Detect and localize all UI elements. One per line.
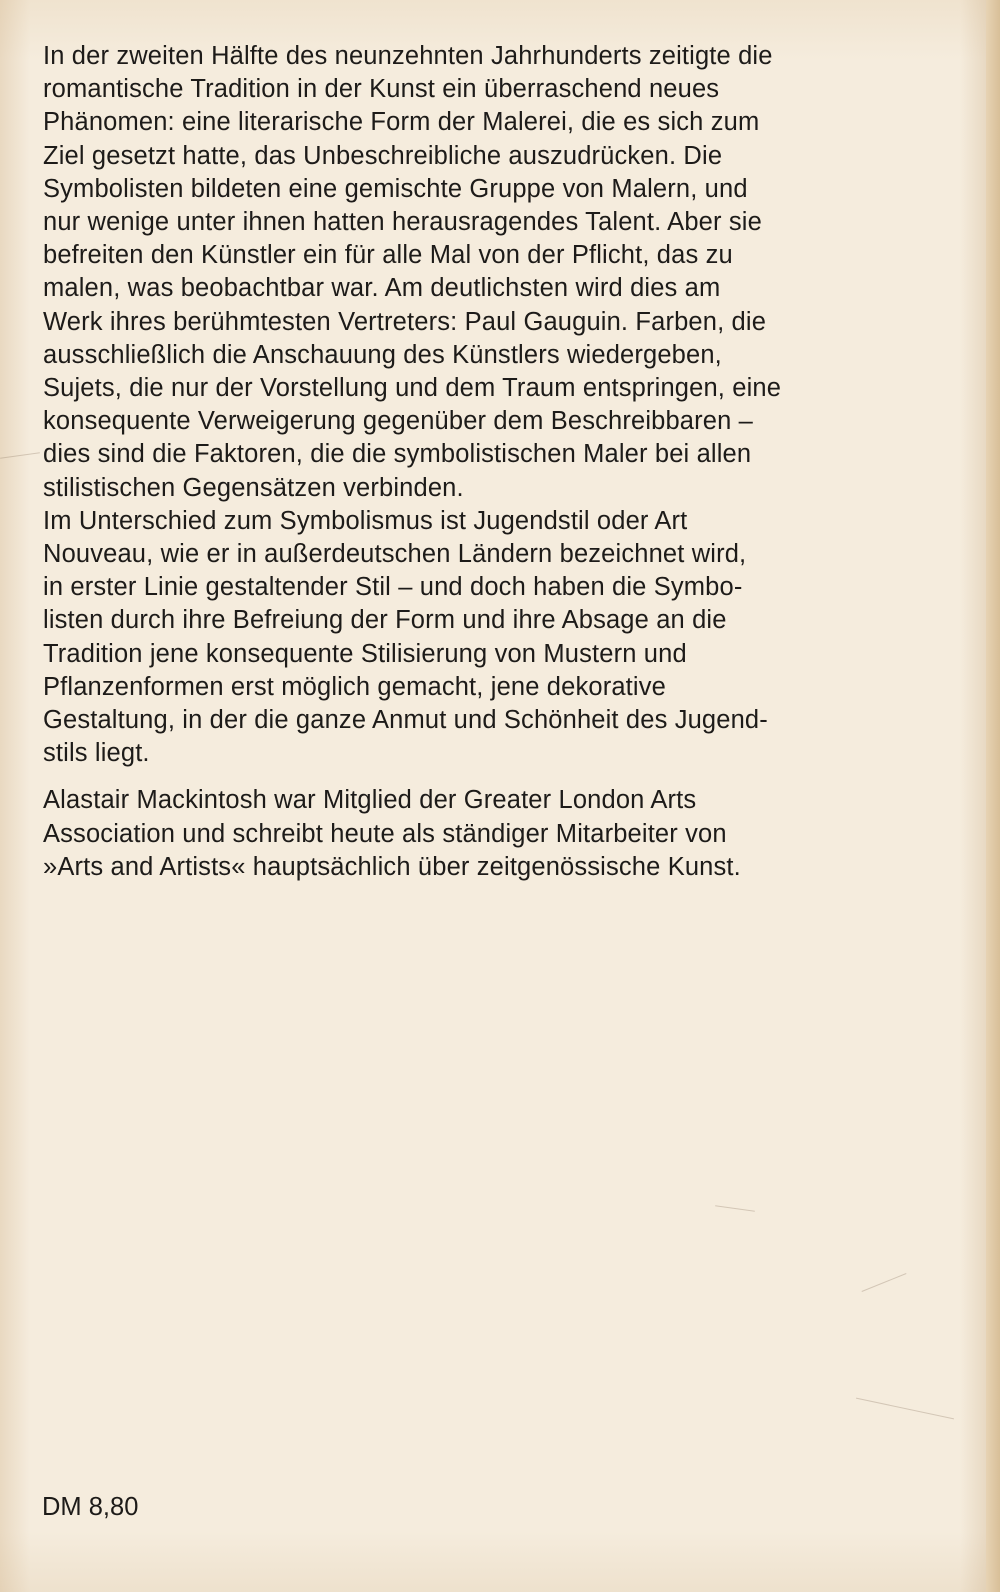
paper-crease bbox=[862, 1273, 907, 1292]
price-label: DM 8,80 bbox=[42, 1493, 139, 1521]
text-line: Pflanzenformen erst möglich gemacht, jene dekorative bbox=[43, 672, 666, 701]
text-line: Alastair Mackintosh war Mitglied der Greater London Arts bbox=[43, 786, 697, 815]
text-line: nur wenige unter ihnen hatten herausragendes Talent. Aber sie bbox=[43, 208, 762, 237]
text-line: in erster Linie gestaltender Stil – und doch haben die Symbo- bbox=[43, 573, 743, 602]
text-line: befreiten den Künstler ein für alle Mal von der Pflicht, das zu bbox=[43, 241, 733, 270]
text-line: Sujets, die nur der Vorstellung und dem Traum entspringen, eine bbox=[43, 374, 782, 403]
text-line: Nouveau, wie er in außerdeutschen Ländern bezeichnet wird, bbox=[43, 540, 747, 569]
text-line: »Arts and Artists« hauptsächlich über zeitgenössische Kunst. bbox=[43, 852, 741, 881]
text-line: stils liegt. bbox=[43, 739, 150, 768]
cover-edge bbox=[986, 0, 1000, 1592]
text-line: malen, was beobachtbar war. Am deutlichsten wird dies am bbox=[43, 274, 721, 303]
text-line: stilistischen Gegensätzen verbinden. bbox=[43, 473, 464, 502]
text-line: Symbolisten bildeten eine gemischte Gruppe von Malern, und bbox=[43, 174, 748, 203]
text-line: Association und schreibt heute als ständiger Mitarbeiter von bbox=[43, 819, 727, 848]
text-line: Ziel gesetzt hatte, das Unbeschreibliche auszudrücken. Die bbox=[43, 141, 723, 170]
text-line: Phänomen: eine literarische Form der Malerei, die es sich zum bbox=[43, 108, 760, 137]
paragraph-spacer bbox=[43, 770, 943, 784]
paragraph-symbolism bbox=[43, 40, 943, 505]
text-line: romantische Tradition in der Kunst ein überraschend neues bbox=[43, 75, 720, 104]
text-line: Im Unterschied zum Symbolismus ist Jugendstil oder Art bbox=[43, 506, 688, 535]
paper-crease bbox=[715, 1205, 755, 1212]
text-line: Gestaltung, in der die ganze Anmut und Schönheit des Jugend- bbox=[43, 706, 768, 735]
paragraph-author-bio bbox=[43, 784, 943, 884]
paper-crease bbox=[856, 1398, 954, 1420]
text-line: listen durch ihre Befreiung der Form und ihre Absage an die bbox=[43, 606, 727, 635]
paragraph-art-nouveau bbox=[43, 505, 943, 771]
text-line: Tradition jene konsequente Stilisierung von Mustern und bbox=[43, 639, 687, 668]
blurb-text bbox=[43, 40, 943, 884]
text-line: ausschließlich die Anschauung des Künstlers wiedergeben, bbox=[43, 340, 722, 369]
paper-crease bbox=[0, 452, 40, 459]
text-line: dies sind die Faktoren, die die symbolistischen Maler bei allen bbox=[43, 440, 752, 469]
text-line: In der zweiten Hälfte des neunzehnten Jahrhunderts zeitigte die bbox=[43, 42, 773, 70]
text-line: Werk ihres berühmtesten Vertreters: Paul Gauguin. Farben, die bbox=[43, 307, 767, 336]
text-line: konsequente Verweigerung gegenüber dem Beschreibbaren – bbox=[43, 407, 753, 436]
